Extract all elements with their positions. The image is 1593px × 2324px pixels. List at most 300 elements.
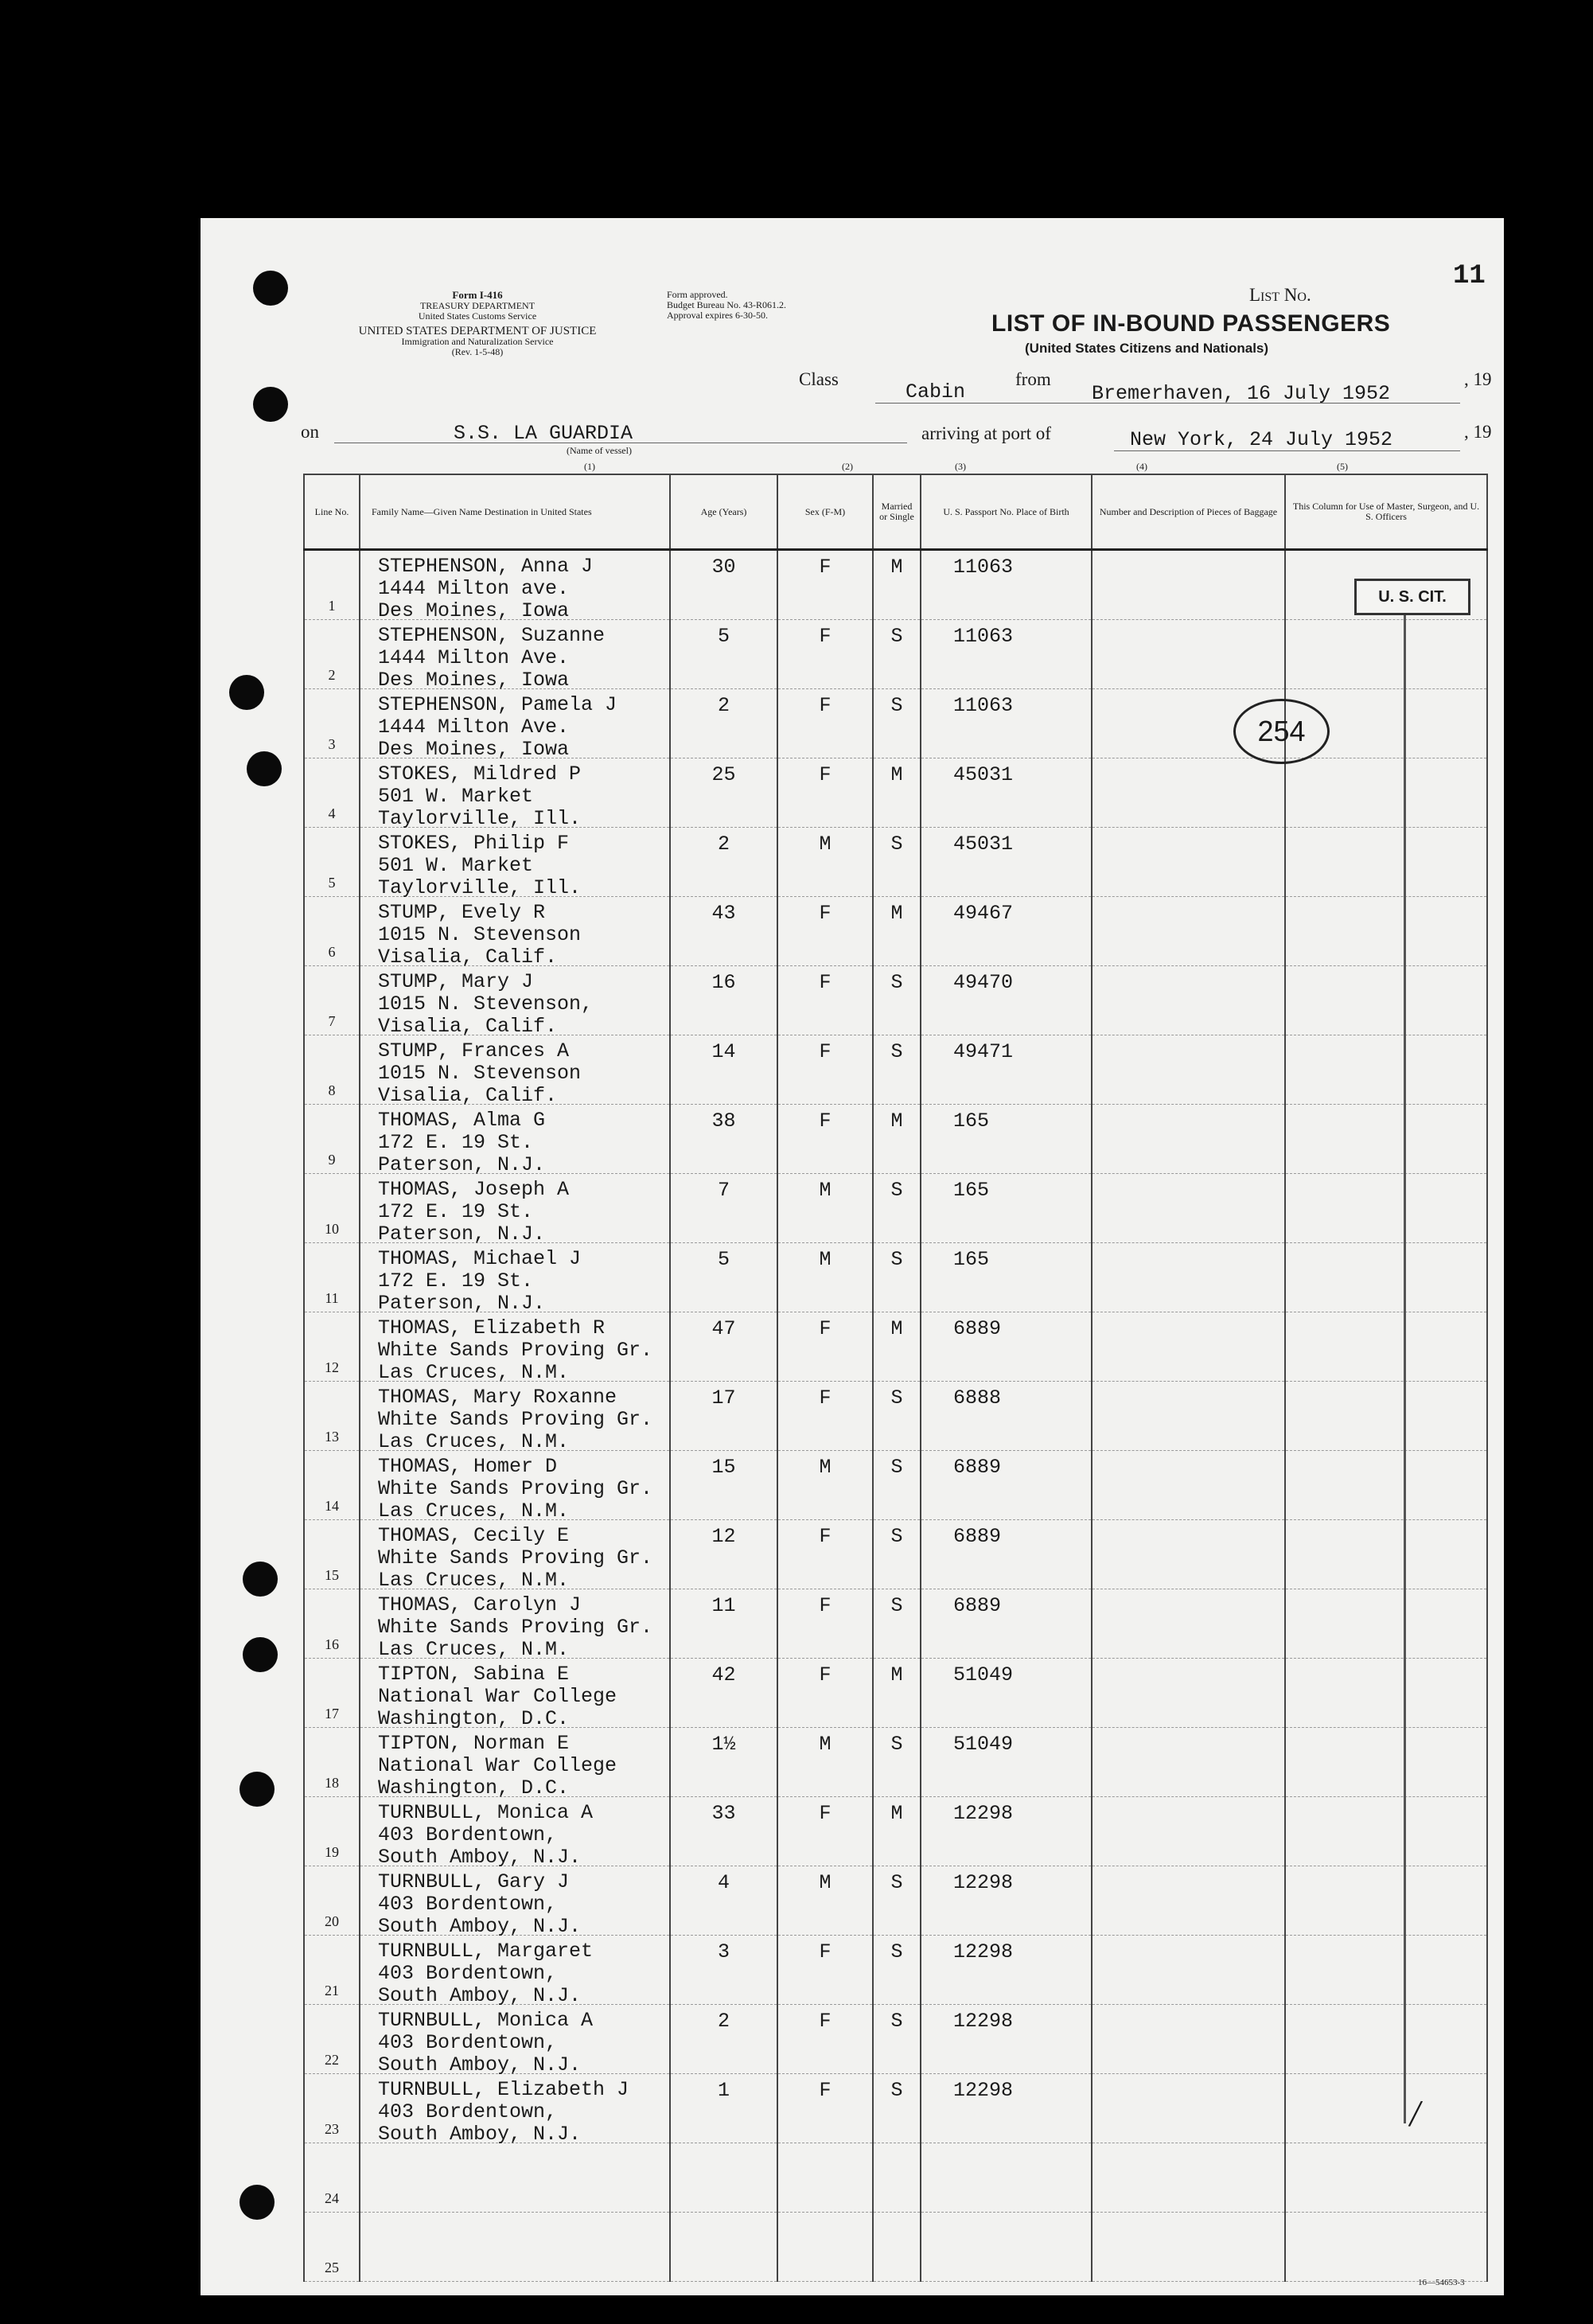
sex-value: M xyxy=(819,1871,832,1894)
passport-cell xyxy=(921,1659,1092,1728)
married-value: S xyxy=(890,2010,903,2033)
passport-cell xyxy=(921,2213,1092,2282)
age-cell xyxy=(670,1105,777,1174)
married-cell xyxy=(873,1728,921,1797)
sex-cell xyxy=(777,2143,873,2213)
baggage-cell xyxy=(1092,1105,1285,1174)
married-cell xyxy=(873,1797,921,1866)
passenger-name: STUMP, Mary J xyxy=(378,970,534,993)
name-cell xyxy=(360,1243,670,1315)
married-cell xyxy=(873,2213,921,2282)
address-street: White Sands Proving Gr. xyxy=(378,1477,653,1500)
officers-cell xyxy=(1285,2005,1487,2074)
age-value: 30 xyxy=(711,556,736,579)
passenger-name: TIPTON, Norman E xyxy=(378,1732,570,1755)
line-number: 7 xyxy=(328,1013,336,1029)
officers-cell xyxy=(1285,1312,1487,1382)
vessel-caption: (Name of vessel) xyxy=(567,445,632,456)
address-street: 403 Bordentown, xyxy=(378,1893,558,1916)
name-cell xyxy=(360,689,670,761)
sex-cell xyxy=(777,1243,873,1312)
baggage-cell xyxy=(1092,2143,1285,2213)
line-cell xyxy=(304,897,360,966)
justice-dept: UNITED STATES DEPARTMENT OF JUSTICE xyxy=(358,325,597,337)
address-city: Las Cruces, N.M. xyxy=(378,1569,570,1592)
line-number: 5 xyxy=(328,875,336,891)
baggage-cell xyxy=(1092,966,1285,1035)
married-value: S xyxy=(890,971,903,994)
baggage-cell xyxy=(1092,620,1285,689)
passenger-name: STEPHENSON, Suzanne xyxy=(378,624,606,647)
passport-value: 165 xyxy=(953,1109,990,1133)
address-city: South Amboy, N.J. xyxy=(378,1915,582,1938)
sex-cell xyxy=(777,1728,873,1797)
married-cell xyxy=(873,828,921,897)
sex-cell xyxy=(777,758,873,828)
line-cell xyxy=(304,966,360,1035)
married-value: S xyxy=(890,1525,903,1548)
age-value: 5 xyxy=(717,625,730,648)
sex-value: F xyxy=(819,1040,832,1063)
passport-cell xyxy=(921,1936,1092,2005)
passport-value: 11063 xyxy=(953,694,1014,717)
passenger-name: THOMAS, Elizabeth R xyxy=(378,1316,606,1339)
col-header-baggage: Number and Description of Pieces of Baggage xyxy=(1092,474,1285,550)
line-cell xyxy=(304,1659,360,1728)
sex-cell xyxy=(777,966,873,1035)
circled-number: 254 xyxy=(1233,699,1330,764)
name-cell xyxy=(360,828,670,897)
line-number: 4 xyxy=(328,805,336,821)
line-cell xyxy=(304,1936,360,2005)
name-cell xyxy=(360,1451,670,1523)
passport-cell xyxy=(921,2143,1092,2213)
sex-value: F xyxy=(819,1940,832,1963)
married-value: M xyxy=(890,763,903,786)
check-line xyxy=(1404,611,1406,2123)
col-num-3: (3) xyxy=(955,461,966,472)
age-cell xyxy=(670,1035,777,1105)
name-cell xyxy=(360,1035,670,1105)
col-num-5: (5) xyxy=(1337,461,1348,472)
age-cell xyxy=(670,828,777,897)
passport-cell xyxy=(921,1520,1092,1589)
sex-value: F xyxy=(819,1386,832,1410)
name-cell xyxy=(360,1797,670,1869)
table-header-row xyxy=(304,474,1487,550)
passenger-name: STUMP, Frances A xyxy=(378,1039,570,1063)
sex-cell xyxy=(777,1589,873,1659)
from-value: Bremerhaven, 16 July 1952 xyxy=(1092,382,1391,405)
age-cell xyxy=(670,1243,777,1312)
married-cell xyxy=(873,897,921,966)
table-row xyxy=(304,1728,1487,1797)
line-number: 2 xyxy=(328,667,336,683)
line-number: 8 xyxy=(328,1082,336,1098)
passport-cell xyxy=(921,758,1092,828)
address-street: 1015 N. Stevenson xyxy=(378,923,582,946)
sex-value: F xyxy=(819,625,832,648)
table-row xyxy=(304,1936,1487,2005)
sex-value: F xyxy=(819,1317,832,1340)
table-row xyxy=(304,828,1487,897)
passport-cell xyxy=(921,897,1092,966)
age-cell xyxy=(670,1174,777,1243)
married-value: S xyxy=(890,2079,903,2102)
line-number: 3 xyxy=(328,736,336,752)
binder-hole xyxy=(229,675,264,710)
address-street: 1015 N. Stevenson, xyxy=(378,992,594,1016)
from-label: from xyxy=(1015,369,1051,389)
passport-cell xyxy=(921,1451,1092,1520)
sex-value: F xyxy=(819,1109,832,1133)
age-value: 47 xyxy=(711,1317,736,1340)
passenger-name: THOMAS, Joseph A xyxy=(378,1178,570,1201)
line-cell xyxy=(304,1797,360,1866)
col-header-officers: This Column for Use of Master, Surgeon, and U. S. Officers xyxy=(1285,474,1487,550)
col-num-4: (4) xyxy=(1136,461,1147,472)
name-cell xyxy=(360,2143,670,2213)
officers-cell xyxy=(1285,2213,1487,2282)
passport-value: 45031 xyxy=(953,833,1014,856)
line-cell xyxy=(304,550,360,620)
age-cell xyxy=(670,2213,777,2282)
line-number: 14 xyxy=(325,1498,339,1514)
table-row xyxy=(304,550,1487,620)
passenger-name: TURNBULL, Elizabeth J xyxy=(378,2078,629,2101)
col-header-age: Age (Years) xyxy=(670,474,777,550)
address-street: 172 E. 19 St. xyxy=(378,1131,534,1154)
baggage-cell xyxy=(1092,1728,1285,1797)
address-city: South Amboy, N.J. xyxy=(378,2123,582,2146)
passport-cell xyxy=(921,2074,1092,2143)
page-subtitle: (United States Citizens and Nationals) xyxy=(1025,341,1269,356)
address-street: 1444 Milton Ave. xyxy=(378,716,570,739)
sex-value: F xyxy=(819,2079,832,2102)
address-street: National War College xyxy=(378,1754,617,1777)
table-row xyxy=(304,1589,1487,1659)
line-number: 20 xyxy=(325,1913,339,1929)
revision: (Rev. 1-5-48) xyxy=(451,346,504,357)
married-cell xyxy=(873,1035,921,1105)
passport-cell xyxy=(921,1797,1092,1866)
sex-cell xyxy=(777,897,873,966)
name-cell xyxy=(360,1936,670,2005)
class-value: Cabin xyxy=(906,380,966,404)
married-cell xyxy=(873,1866,921,1936)
address-city: Des Moines, Iowa xyxy=(378,599,570,622)
passport-value: 11063 xyxy=(953,556,1014,579)
passport-value: 51049 xyxy=(953,1663,1014,1686)
age-cell xyxy=(670,966,777,1035)
married-value: S xyxy=(890,1871,903,1894)
married-cell xyxy=(873,1589,921,1659)
baggage-cell xyxy=(1092,1589,1285,1659)
sex-value: M xyxy=(819,1733,832,1756)
line-cell xyxy=(304,2005,360,2074)
address-street: White Sands Proving Gr. xyxy=(378,1546,653,1569)
address-city: Taylorville, Ill. xyxy=(378,807,582,830)
address-city: Paterson, N.J. xyxy=(378,1222,546,1246)
passport-value: 49467 xyxy=(953,902,1014,925)
address-street: 172 E. 19 St. xyxy=(378,1200,534,1223)
line-number: 17 xyxy=(325,1706,339,1722)
name-cell xyxy=(360,758,670,828)
class-label: Class xyxy=(799,369,839,389)
officers-cell xyxy=(1285,1105,1487,1174)
age-value: 3 xyxy=(717,1940,730,1963)
sex-cell xyxy=(777,1035,873,1105)
age-cell xyxy=(670,1451,777,1520)
sex-cell xyxy=(777,1659,873,1728)
officers-cell xyxy=(1285,1243,1487,1312)
sex-cell xyxy=(777,550,873,620)
passport-value: 11063 xyxy=(953,625,1014,648)
binder-hole xyxy=(253,271,288,306)
binder-hole xyxy=(243,1637,278,1672)
passport-cell xyxy=(921,1382,1092,1451)
age-cell xyxy=(670,1382,777,1451)
form-approval xyxy=(667,290,786,321)
binder-hole xyxy=(240,2185,275,2220)
line-number: 23 xyxy=(325,2121,339,2137)
sex-value: F xyxy=(819,2010,832,2033)
address-city: Las Cruces, N.M. xyxy=(378,1499,570,1523)
sex-cell xyxy=(777,1382,873,1451)
line-number: 1 xyxy=(328,598,336,614)
officers-cell xyxy=(1285,1174,1487,1243)
line-number: 18 xyxy=(325,1775,339,1791)
age-value: 1½ xyxy=(711,1733,736,1756)
line-cell xyxy=(304,2074,360,2143)
col-header-sex: Sex (F-M) xyxy=(777,474,873,550)
form-header-left xyxy=(302,290,652,357)
list-no-value: 11 xyxy=(1453,261,1486,291)
passport-value: 165 xyxy=(953,1179,990,1202)
married-cell xyxy=(873,689,921,758)
address-city: Paterson, N.J. xyxy=(378,1153,546,1176)
name-cell xyxy=(360,1382,670,1451)
line-cell xyxy=(304,1382,360,1451)
married-cell xyxy=(873,1659,921,1728)
line-number: 10 xyxy=(325,1221,339,1237)
col-header-married: Married or Single xyxy=(873,474,921,550)
passport-cell xyxy=(921,550,1092,620)
age-value: 17 xyxy=(711,1386,736,1410)
address-street: White Sands Proving Gr. xyxy=(378,1339,653,1362)
address-city: Las Cruces, N.M. xyxy=(378,1638,570,1661)
table-row xyxy=(304,758,1487,828)
year-suffix-1: , 19 xyxy=(1464,369,1492,389)
line-number: 9 xyxy=(328,1152,336,1168)
name-cell xyxy=(360,1520,670,1592)
sex-cell xyxy=(777,2213,873,2282)
address-city: Taylorville, Ill. xyxy=(378,876,582,899)
age-value: 1 xyxy=(717,2079,730,2102)
married-cell xyxy=(873,1174,921,1243)
line-cell xyxy=(304,689,360,758)
baggage-cell xyxy=(1092,1312,1285,1382)
age-cell xyxy=(670,550,777,620)
address-street: 1444 Milton Ave. xyxy=(378,646,570,669)
married-value: S xyxy=(890,1040,903,1063)
passport-cell xyxy=(921,1728,1092,1797)
age-cell xyxy=(670,2074,777,2143)
name-cell xyxy=(360,1589,670,1659)
officers-cell xyxy=(1285,1659,1487,1728)
age-cell xyxy=(670,620,777,689)
sex-value: M xyxy=(819,833,832,856)
baggage-cell xyxy=(1092,758,1285,828)
married-value: M xyxy=(890,1663,903,1686)
sex-cell xyxy=(777,620,873,689)
col-header-name: Family Name—Given Name Destination in United States xyxy=(360,474,670,550)
binder-hole xyxy=(247,751,282,786)
sex-value: F xyxy=(819,1594,832,1617)
passenger-name: THOMAS, Alma G xyxy=(378,1109,546,1132)
passenger-name: THOMAS, Cecily E xyxy=(378,1524,570,1547)
officers-cell xyxy=(1285,828,1487,897)
passport-value: 6889 xyxy=(953,1456,1002,1479)
line-number: 16 xyxy=(325,1636,339,1652)
table-row xyxy=(304,2143,1487,2213)
name-cell xyxy=(360,2074,670,2146)
passenger-name: THOMAS, Mary Roxanne xyxy=(378,1386,617,1409)
officers-cell xyxy=(1285,966,1487,1035)
passenger-name: STUMP, Evely R xyxy=(378,901,546,924)
passenger-name: TURNBULL, Monica A xyxy=(378,1801,594,1824)
married-value: S xyxy=(890,1594,903,1617)
age-value: 33 xyxy=(711,1802,736,1825)
address-street: 501 W. Market xyxy=(378,854,534,877)
passport-value: 12298 xyxy=(953,1871,1014,1894)
line-cell xyxy=(304,1243,360,1312)
footer-code: 16—54653-3 xyxy=(1418,2278,1465,2287)
sex-value: M xyxy=(819,1248,832,1271)
officers-cell xyxy=(1285,620,1487,689)
sex-value: F xyxy=(819,694,832,717)
name-cell xyxy=(360,1728,670,1800)
married-value: S xyxy=(890,1456,903,1479)
check-mark: / xyxy=(1407,2090,1424,2136)
passport-value: 6889 xyxy=(953,1594,1002,1617)
page-title: LIST OF IN-BOUND PASSENGERS xyxy=(991,310,1391,337)
address-street: 172 E. 19 St. xyxy=(378,1269,534,1293)
address-city: Visalia, Calif. xyxy=(378,1015,558,1038)
baggage-cell xyxy=(1092,1659,1285,1728)
passport-value: 12298 xyxy=(953,2010,1014,2033)
age-value: 14 xyxy=(711,1040,736,1063)
table-row xyxy=(304,1520,1487,1589)
passenger-name: THOMAS, Carolyn J xyxy=(378,1593,582,1616)
address-street: 501 W. Market xyxy=(378,785,534,808)
table-row xyxy=(304,2213,1487,2282)
passenger-name: STEPHENSON, Anna J xyxy=(378,555,594,578)
passenger-name: STOKES, Philip F xyxy=(378,832,570,855)
age-value: 5 xyxy=(717,1248,730,1271)
baggage-cell xyxy=(1092,828,1285,897)
line-number: 15 xyxy=(325,1567,339,1583)
married-value: S xyxy=(890,833,903,856)
age-value: 25 xyxy=(711,763,736,786)
name-cell xyxy=(360,1105,670,1174)
age-cell xyxy=(670,2005,777,2074)
age-value: 15 xyxy=(711,1456,736,1479)
passport-cell xyxy=(921,1035,1092,1105)
married-value: S xyxy=(890,1248,903,1271)
address-city: Washington, D.C. xyxy=(378,1707,570,1730)
form-approved: Form approved. xyxy=(667,289,728,300)
passport-value: 6889 xyxy=(953,1525,1002,1548)
col-header-line: Line No. xyxy=(304,474,360,550)
age-cell xyxy=(670,1520,777,1589)
passenger-name: TURNBULL, Gary J xyxy=(378,1870,570,1893)
address-city: South Amboy, N.J. xyxy=(378,1846,582,1869)
officers-cell xyxy=(1285,1451,1487,1520)
age-value: 4 xyxy=(717,1871,730,1894)
baggage-cell xyxy=(1092,1035,1285,1105)
line-cell xyxy=(304,1174,360,1243)
passenger-name: TURNBULL, Margaret xyxy=(378,1940,594,1963)
baggage-cell xyxy=(1092,1451,1285,1520)
address-city: Visalia, Calif. xyxy=(378,946,558,969)
table-row xyxy=(304,966,1487,1035)
sex-value: M xyxy=(819,1456,832,1479)
age-value: 7 xyxy=(717,1179,730,1202)
married-value: M xyxy=(890,556,903,579)
married-value: S xyxy=(890,1179,903,1202)
married-value: S xyxy=(890,1386,903,1410)
age-value: 11 xyxy=(711,1594,736,1617)
married-cell xyxy=(873,2143,921,2213)
line-number: 21 xyxy=(325,1983,339,1998)
passport-cell xyxy=(921,1312,1092,1382)
sex-value: F xyxy=(819,1802,832,1825)
immigration-service: Immigration and Naturalization Service xyxy=(401,336,554,347)
age-value: 2 xyxy=(717,694,730,717)
married-value: S xyxy=(890,694,903,717)
address-city: Des Moines, Iowa xyxy=(378,669,570,692)
form-number: Form I-416 xyxy=(452,289,503,301)
officers-cell xyxy=(1285,1866,1487,1936)
address-city: Washington, D.C. xyxy=(378,1776,570,1800)
age-value: 12 xyxy=(711,1525,736,1548)
list-no-label: List No. xyxy=(1249,285,1311,305)
age-cell xyxy=(670,1312,777,1382)
sex-value: M xyxy=(819,1179,832,1202)
passport-value: 51049 xyxy=(953,1733,1014,1756)
line-number: 22 xyxy=(325,2052,339,2068)
name-cell xyxy=(360,2213,670,2282)
officers-cell xyxy=(1285,1589,1487,1659)
name-cell xyxy=(360,620,670,692)
age-cell xyxy=(670,2143,777,2213)
line-cell xyxy=(304,1589,360,1659)
address-street: 403 Bordentown, xyxy=(378,2031,558,2054)
name-cell xyxy=(360,1659,670,1728)
married-value: M xyxy=(890,1317,903,1340)
table-row xyxy=(304,1243,1487,1312)
sex-cell xyxy=(777,1866,873,1936)
sex-value: F xyxy=(819,1525,832,1548)
address-city: Visalia, Calif. xyxy=(378,1084,558,1107)
passport-cell xyxy=(921,1174,1092,1243)
age-cell xyxy=(670,1589,777,1659)
married-cell xyxy=(873,2005,921,2074)
on-label: on xyxy=(301,422,319,442)
married-cell xyxy=(873,1936,921,2005)
sex-cell xyxy=(777,828,873,897)
